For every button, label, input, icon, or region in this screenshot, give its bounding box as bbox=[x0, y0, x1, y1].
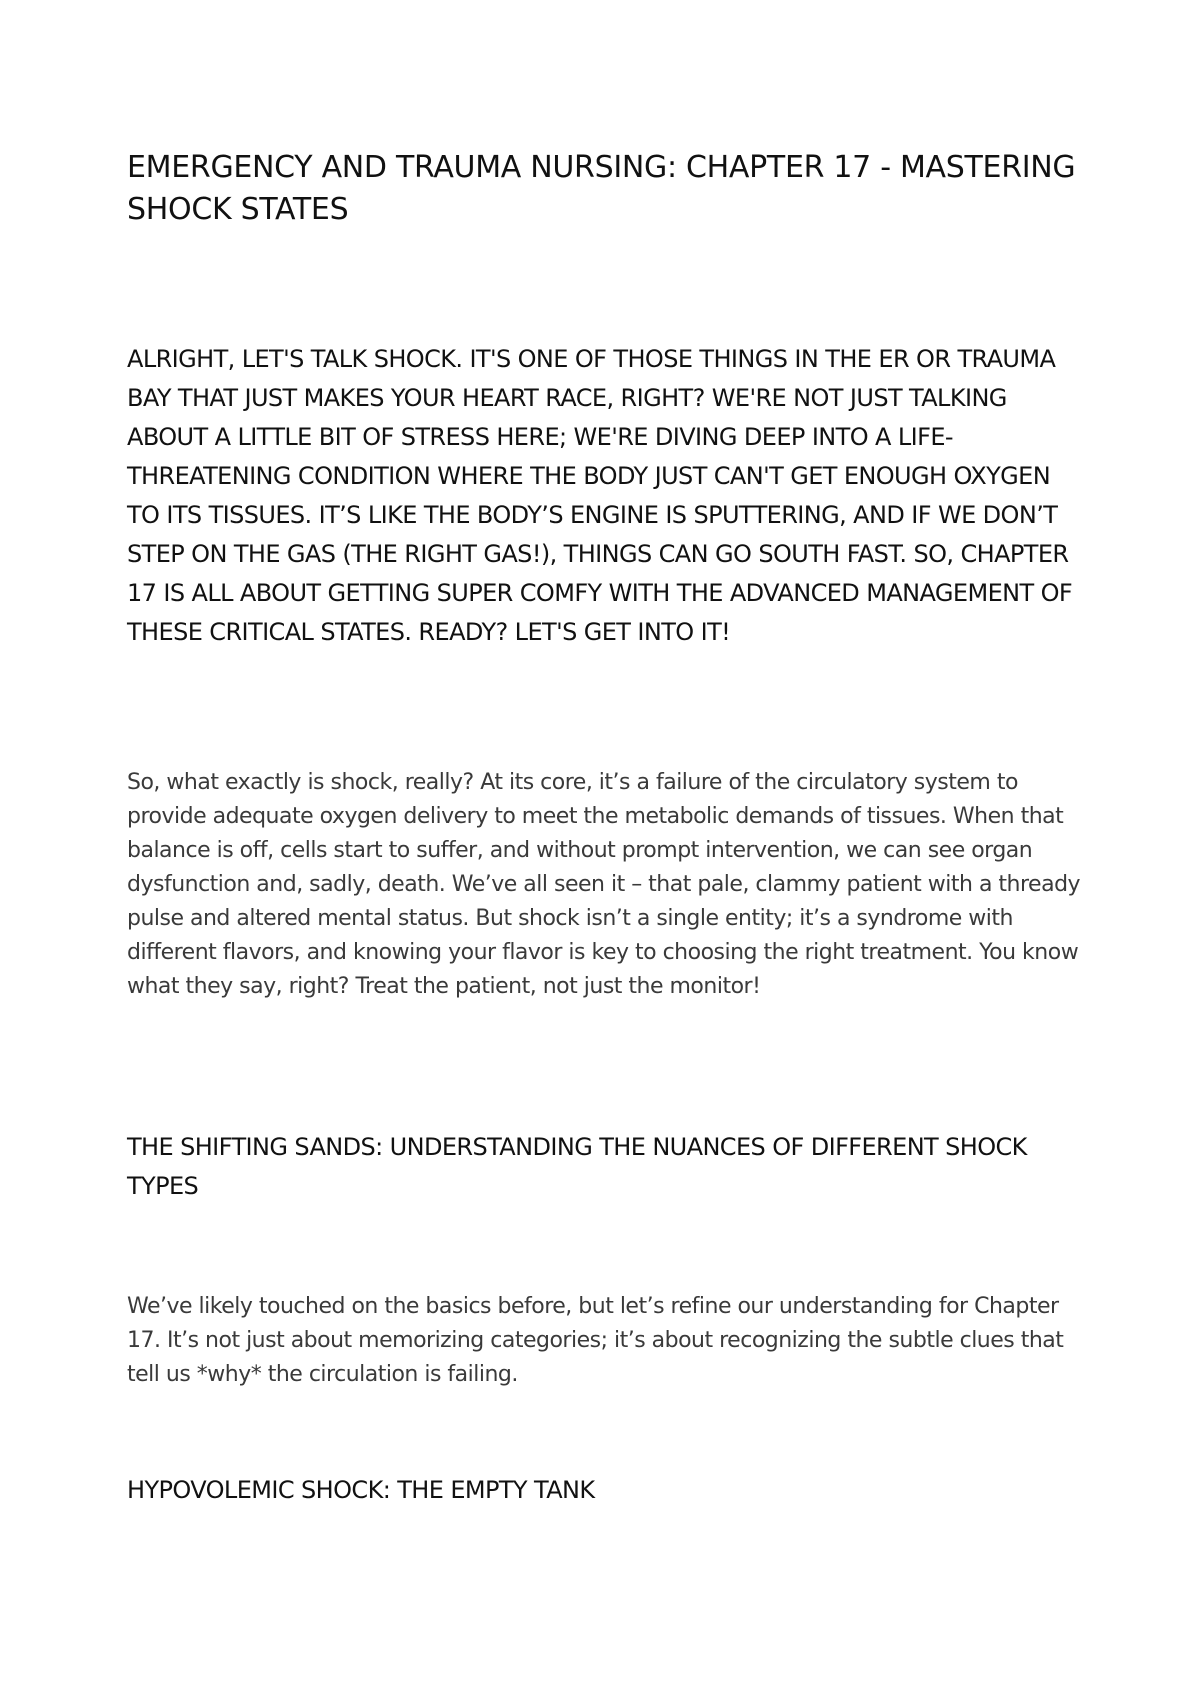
body-paragraph-refine-understanding: We’ve likely touched on the basics before, but let’s refine our understanding for Chapter 17. It’s not just about memorizing categories; it’s about recognizing the subtle clues that tell us *why* the circulation is failing. bbox=[127, 1294, 1064, 1387]
section-heading-shifting-sands: THE SHIFTING SANDS: UNDERSTANDING THE NUANCES OF DIFFERENT SHOCK TYPES bbox=[127, 1133, 1027, 1200]
intro-heading: ALRIGHT, LET'S TALK SHOCK. IT'S ONE OF THOSE THINGS IN THE ER OR TRAUMA BAY THAT JUST MAKES YOUR HEART RACE, RIGHT? WE'RE NOT JUST TALKING ABOUT A LITTLE BIT OF STRESS HERE; WE'RE DIVING DEEP INTO A LIFE-THREATENING CONDITION WHERE THE BODY JUST CAN'T GET ENOUGH OXYGEN TO ITS TISSUES. IT’S LIKE THE BODY’S ENGINE IS SPUTTERING, AND IF WE DON’T STEP ON THE GAS (THE RIGHT GAS!), THINGS CAN GO SOUTH FAST. SO, CHAPTER 17 IS ALL ABOUT GETTING SUPER COMFY WITH THE ADVANCED MANAGEMENT OF THESE CRITICAL STATES. READY? LET'S GET INTO IT! bbox=[127, 345, 1073, 646]
section-heading-hypovolemic-shock: HYPOVOLEMIC SHOCK: THE EMPTY TANK bbox=[127, 1476, 595, 1504]
document-title: EMERGENCY AND TRAUMA NURSING: CHAPTER 17 - MASTERING SHOCK STATES bbox=[127, 150, 1076, 227]
body-paragraph-what-is-shock: So, what exactly is shock, really? At its core, it’s a failure of the circulatory system to provide adequate oxygen delivery to meet the metabolic demands of tissues. When that balance is off, cells start to suffer, and without prompt intervention, we can see organ dysfunction and, sadly, death. We’ve all seen it – that pale, clammy patient with a thready pulse and altered mental status. But shock isn’t a single entity; it’s a syndrome with different flavors, and knowing your flavor is key to choosing the right treatment. You know what they say, right? Treat the patient, not just the monitor! bbox=[127, 770, 1081, 999]
